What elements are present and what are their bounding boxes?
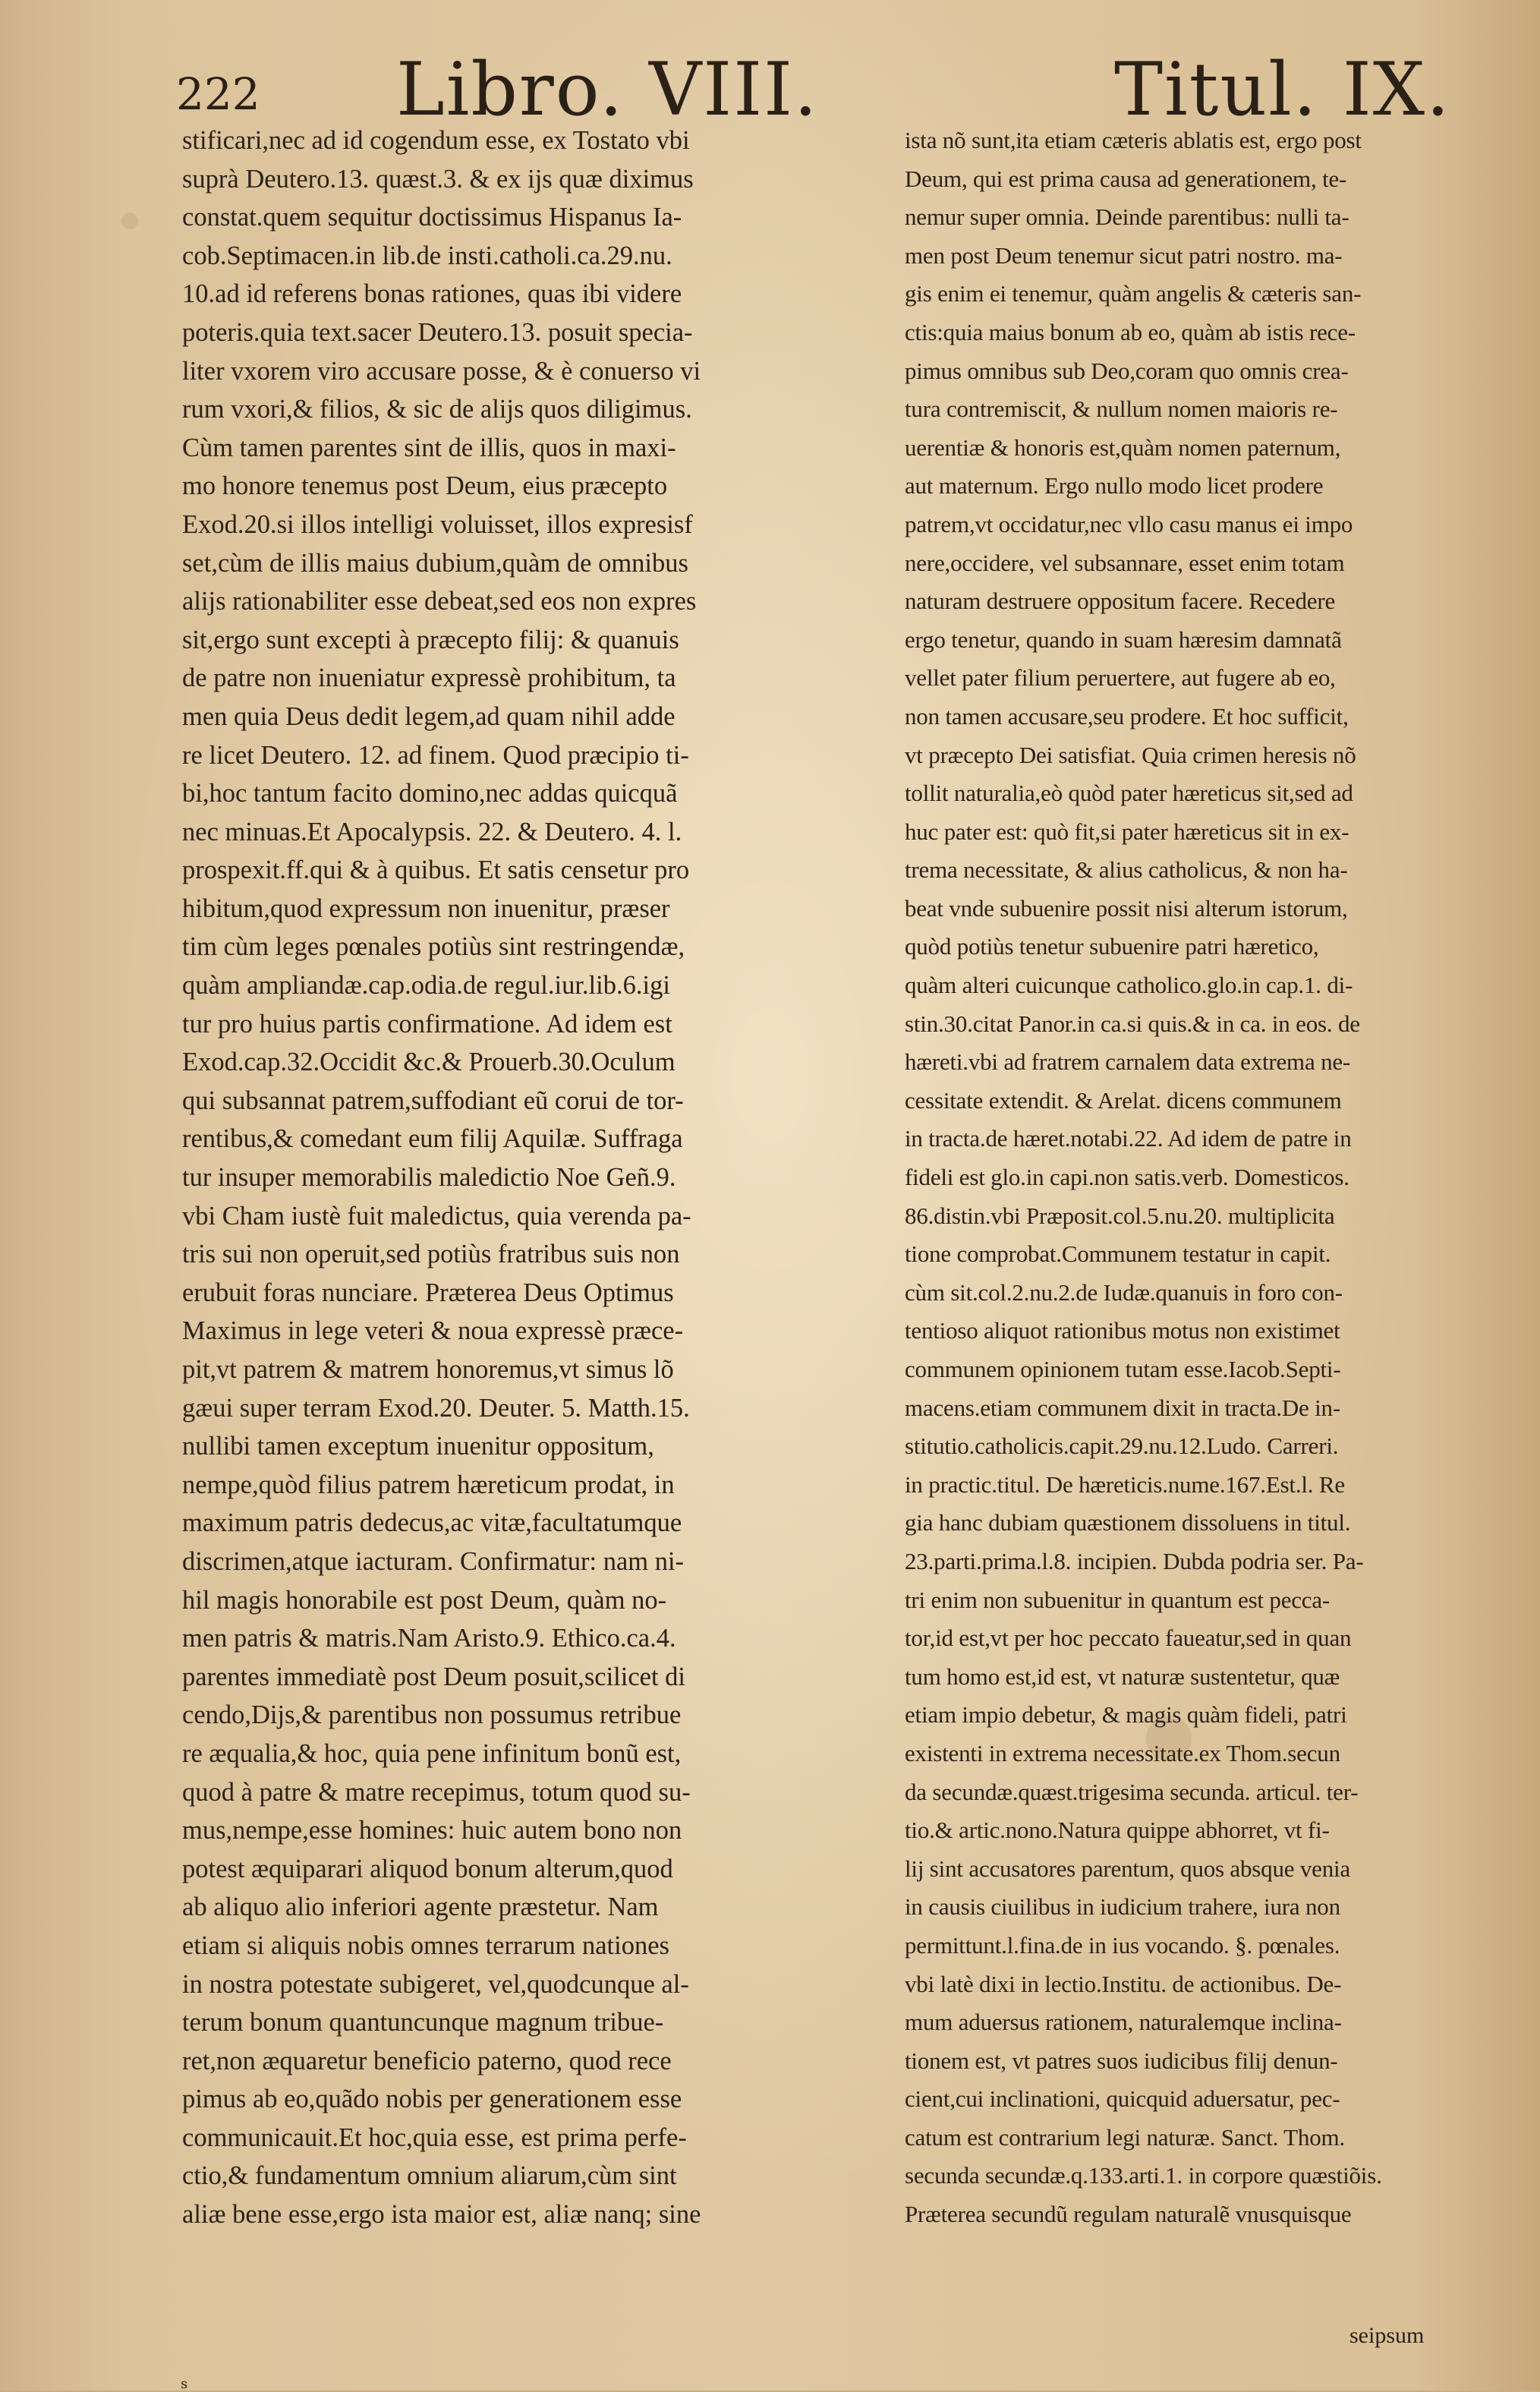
text-line: gæui super terram Exod.20. Deuter. 5. Matth.15. [182, 1393, 690, 1423]
text-line: parentes immediatè post Deum posuit,scilicet di [182, 1662, 686, 1691]
text-line: trema necessitate, & alius catholicus, & non ha- [905, 856, 1348, 884]
text-line: in tracta.de hæret.notabi.22. Ad idem de patre in [905, 1125, 1352, 1152]
text-line: mo honore tenemus post Deum, eius præcepto [182, 471, 668, 501]
text-line: men patris & matris.Nam Aristo.9. Ethico.ca.4. [182, 1624, 676, 1653]
text-line: tur insuper memorabilis maledictio Noe Geñ.9. [182, 1163, 676, 1193]
text-line: communicauit.Et hoc,quia esse, est prima perfe- [182, 2123, 687, 2152]
text-line: prospexit.ff.qui & à quibus. Et satis censetur pro [182, 856, 690, 885]
text-line: mum aduersus rationem, naturalemque inclina- [905, 2009, 1342, 2036]
text-line: cùm sit.col.2.nu.2.de Iudæ.quanuis in foro con- [905, 1278, 1343, 1306]
text-line: hæreti.vbi ad fratrem carnalem data extrema ne- [905, 1048, 1351, 1076]
text-line: in nostra potestate subigeret, vel,quodcunque al- [182, 1969, 689, 1999]
text-line: stin.30.citat Panor.in ca.si quis.& in ca. in eos. de [905, 1010, 1360, 1037]
text-line: ctio,& fundamentum omnium aliarum,cùm sint [182, 2161, 677, 2191]
text-line: 23.parti.prima.l.8. incipien. Dubda podria ser. Pa- [905, 1547, 1364, 1574]
text-line: rentibus,& comedant eum filij Aquilæ. Suffraga [182, 1124, 683, 1154]
text-line: discrimen,atque iacturam. Confirmatur: nam ni- [182, 1546, 685, 1576]
text-line: cob.Septimacen.in lib.de insti.catholi.ca.29.nu. [182, 241, 672, 270]
text-line: 10.ad id referens bonas rationes, quas ibi videre [182, 279, 682, 309]
text-line: uerentiæ & honoris est,quàm nomen paternum, [905, 433, 1341, 461]
text-line: stificari,nec ad id cogendum esse, ex Tostato vbi [182, 126, 690, 155]
title-heading: Titul. IX. [1114, 47, 1451, 132]
text-line: secunda secundæ.q.133.arti.1. in corpore quæstiõis. [905, 2162, 1382, 2189]
text-line: tentioso aliquot rationibus motus non existimet [905, 1317, 1340, 1344]
text-line: rum vxori,& filios, & sic de alijs quos diligimus. [182, 395, 692, 424]
text-line: huc pater est: quò fit,si pater hæreticus sit in ex- [905, 818, 1349, 845]
left-text-column [182, 121, 850, 2234]
text-line: sit,ergo sunt excepti à præcepto filij: & quanuis [182, 625, 679, 654]
text-line: tris sui non operuit,sed potiùs fratribus suis non [182, 1240, 680, 1269]
text-line: tri enim non subuenitur in quantum est pecca- [905, 1586, 1331, 1613]
text-line: ctis:quia maius bonum ab eo, quàm ab istis rece- [905, 318, 1356, 345]
text-line: gis enim ei tenemur, quàm angelis & cæteris san- [905, 280, 1362, 307]
text-line: nempe,quòd filius patrem hæreticum prodat, in [182, 1470, 675, 1499]
text-line: quàm ampliandæ.cap.odia.de regul.iur.lib.6.igi [182, 971, 670, 1001]
text-line: vbi latè dixi in lectio.Institu. de actionibus. De- [905, 1970, 1342, 1997]
text-line: beat vnde subuenire possit nisi alterum istorum, [905, 894, 1348, 922]
text-line: tollit naturalia,eò quòd pater hæreticus sit,sed ad [905, 780, 1353, 807]
text-line: Exod.cap.32.Occidit &c.& Prouerb.30.Oculum [182, 1048, 676, 1077]
book-heading: Libro. VIII. [396, 47, 819, 132]
text-line: etiam impio debetur, & magis quàm fideli, patri [905, 1701, 1347, 1729]
text-line: vbi Cham iustè fuit maledictus, quia verenda pa- [182, 1201, 691, 1231]
text-line: gia hanc dubiam quæstionem dissoluens in titul. [905, 1509, 1351, 1536]
text-line: tim cùm leges pœnales potiùs sint restringendæ, [182, 932, 685, 962]
text-line: nec minuas.Et Apocalypsis. 22. & Deutero. 4. l. [182, 817, 682, 846]
text-line: tor,id est,vt per hoc peccato faueatur,sed in quan [905, 1625, 1352, 1652]
text-line: potest æquiparari aliquod bonum alterum,quod [182, 1854, 673, 1883]
text-line: ab aliquo alio inferiori agente præstetur. Nam [182, 1892, 659, 1922]
text-line: cessitate extendit. & Arelat. dicens communem [905, 1086, 1342, 1114]
text-line: quàm alteri cuicunque catholico.glo.in cap.1. di- [905, 972, 1353, 999]
text-line: vellet pater filium peruertere, aut fugere ab eo, [905, 664, 1336, 692]
text-line: tura contremiscit, & nullum nomen maioris re- [905, 396, 1338, 423]
text-line: suprà Deutero.13. quæst.3. & ex ijs quæ diximus [182, 164, 694, 194]
text-line: aut maternum. Ergo nullo modo licet prodere [905, 472, 1324, 500]
text-line: Cùm tamen parentes sint de illis, quos in maxi- [182, 433, 676, 462]
text-line: lij sint accusatores parentum, quos absque venia [905, 1855, 1350, 1882]
text-line: bi,hoc tantum facito domino,nec addas quicquã [182, 779, 678, 808]
ink-spot [121, 213, 138, 229]
text-line: set,cùm de illis maius dubium,quàm de omnibus [182, 548, 688, 578]
text-line: aliæ bene esse,ergo ista maior est, aliæ nanq; sine [182, 2200, 701, 2230]
text-line: nullibi tamen exceptum inuenitur oppositum, [182, 1432, 654, 1461]
text-line: pit,vt patrem & matrem honoremus,vt simus lõ [182, 1355, 674, 1384]
text-line: men post Deum tenemur sicut patri nostro. ma- [905, 241, 1343, 269]
text-line: pimus omnibus sub Deo,coram quo omnis crea- [905, 357, 1349, 384]
text-line: cendo,Dijs,& parentibus non possumus retribue [182, 1700, 682, 1730]
text-line: cient,cui inclinationi, quicquid aduersatur, pec- [905, 2085, 1340, 2113]
text-line: permittunt.l.fina.de in ius vocando. §. pœnales. [905, 1931, 1340, 1959]
text-line: da secundæ.quæst.trigesima secunda. articul. ter- [905, 1778, 1359, 1805]
text-line: Præterea secundũ regulam naturalẽ vnusquisque [905, 2201, 1352, 2228]
text-line: poteris.quia text.sacer Deutero.13. posuit specia- [182, 317, 693, 347]
text-line: pimus ab eo,quãdo nobis per generationem esse [182, 2085, 682, 2114]
text-line: hil magis honorabile est post Deum, quàm no- [182, 1585, 667, 1615]
right-text-column [905, 121, 1512, 2234]
text-line: nere,occidere, vel subsannare, esset enim totam [905, 549, 1345, 576]
text-line: de patre non inueniatur expressè prohibitum, ta [182, 663, 676, 693]
text-line: stitutio.catholicis.capit.29.nu.12.Ludo. Carreri. [905, 1432, 1339, 1460]
text-line: Exod.20.si illos intelligi voluisset, illos expresisf [182, 509, 693, 539]
text-line: liter vxorem viro accusare posse, & è conuerso vi [182, 356, 701, 386]
text-line: mus,nempe,esse homines: huic autem bono non [182, 1816, 682, 1845]
text-line: macens.etiam communem dixit in tracta.De in- [905, 1394, 1340, 1421]
text-line: tionem est, vt patres suos iudicibus filij denun- [905, 2047, 1338, 2074]
text-line: Deum, qui est prima causa ad generationem, te- [905, 165, 1347, 192]
text-line: ret,non æquaretur beneficio paterno, quod rece [182, 2046, 672, 2075]
text-line: nemur super omnia. Deinde parentibus: nulli ta- [905, 203, 1349, 231]
text-line: naturam destruere oppositum facere. Recedere [905, 588, 1336, 615]
running-header [0, 30, 1540, 132]
text-line: patrem,vt occidatur,nec vllo casu manus ei impo [905, 510, 1353, 537]
text-line: re licet Deutero. 12. ad finem. Quod præcipio ti- [182, 740, 689, 770]
text-line: tione comprobat.Communem testatur in capit. [905, 1240, 1331, 1268]
text-line: men quia Deus dedit legem,ad quam nihil adde [182, 701, 676, 731]
text-line: qui subsannat patrem,suffodiant eũ corui de tor- [182, 1086, 684, 1115]
text-line: erubuit foras nunciare. Præterea Deus Optimus [182, 1278, 674, 1307]
text-line: constat.quem sequitur doctissimus Hispanus Ia- [182, 203, 682, 232]
text-line: tio.& artic.nono.Natura quippe abhorret, vt fi- [905, 1817, 1330, 1844]
text-line: non tamen accusare,seu prodere. Et hoc sufficit, [905, 702, 1349, 730]
text-line: catum est contrarium legi naturæ. Sanct. Thom. [905, 2123, 1345, 2151]
text-line: ista nõ sunt,ita etiam cæteris ablatis est, ergo post [905, 127, 1362, 153]
text-line: terum bonum quantuncunque magnum tribue- [182, 2008, 664, 2037]
text-line: re æqualia,& hoc, quia pene infinitum bonũ est, [182, 1738, 682, 1768]
text-line: ergo tenetur, quando in suam hæresim damnatã [905, 626, 1342, 653]
signature-mark: s [181, 2376, 188, 2392]
text-line: tum homo est,id est, vt naturæ sustentetur, quæ [905, 1662, 1340, 1690]
text-line: 86.distin.vbi Præposit.col.5.nu.20. multiplicita [905, 1202, 1335, 1229]
text-line: maximum patris dedecus,ac vitæ,facultatumque [182, 1508, 682, 1538]
text-line: existenti in extrema necessitate.ex Thom.secun [905, 1739, 1340, 1766]
catchword: seipsum [1349, 2323, 1425, 2348]
text-line: etiam si aliquis nobis omnes terrarum nationes [182, 1930, 669, 1960]
text-line: fideli est glo.in capi.non satis.verb. Domesticos. [905, 1164, 1349, 1191]
text-line: alijs rationabiliter esse debeat,sed eos non expres [182, 587, 697, 616]
text-line: in causis ciuilibus in iudicium trahere, iura non [905, 1893, 1340, 1921]
text-line: vt præcepto Dei satisfiat. Quia crimen heresis nõ [905, 741, 1356, 768]
text-line: hibitum,quod expressum non inuenitur, præser [182, 893, 670, 923]
text-line: in practic.titul. De hæreticis.nume.167.Est.l. Re [905, 1470, 1345, 1498]
text-line: quòd potiùs tenetur subuenire patri hæretico, [905, 933, 1319, 960]
text-line: Maximus in lege veteri & noua expressè præce- [182, 1316, 684, 1346]
text-line: tur pro huius partis confirmatione. Ad idem est [182, 1009, 672, 1038]
page-number: 222 [176, 68, 260, 120]
text-line: quod à patre & matre recepimus, totum quod su- [182, 1777, 691, 1807]
text-line: communem opinionem tutam esse.Iacob.Septi- [905, 1356, 1341, 1382]
